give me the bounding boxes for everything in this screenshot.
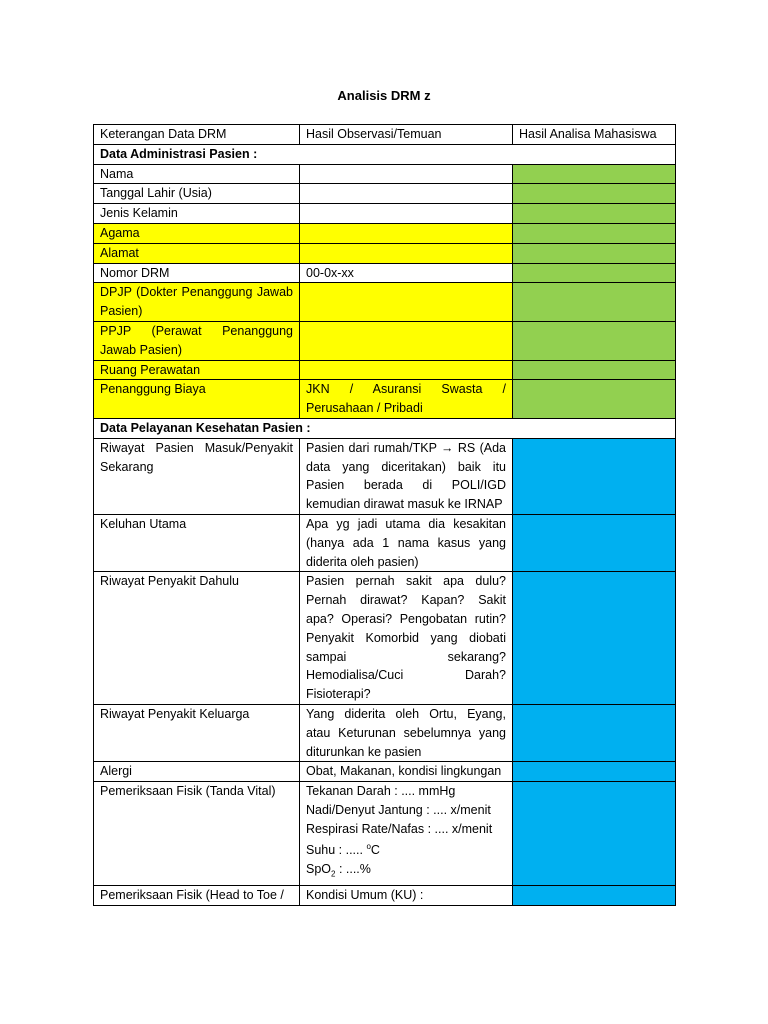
row-label: Riwayat Penyakit Keluarga — [94, 704, 300, 761]
analysis-cell[interactable] — [513, 283, 676, 322]
analysis-cell[interactable] — [513, 572, 676, 705]
header-hasil-analisa: Hasil Analisa Mahasiswa — [513, 125, 676, 145]
document-title: Analisis DRM z — [337, 88, 431, 103]
row-label: Alamat — [94, 243, 300, 263]
table-row — [94, 572, 676, 705]
row-value[interactable] — [300, 223, 513, 243]
row-value[interactable] — [300, 164, 513, 184]
row-label: Tanggal Lahir (Usia) — [94, 184, 300, 204]
row-value[interactable]: Obat, Makanan, kondisi lingkungan — [300, 762, 513, 782]
row-value[interactable] — [300, 184, 513, 204]
section-administrasi-row — [94, 144, 676, 164]
row-label: Riwayat Penyakit Dahulu — [94, 572, 300, 705]
analysis-cell[interactable] — [513, 704, 676, 761]
row-value[interactable]: Pasien pernah sakit apa dulu? Pernah dirawat? Kapan? Sakit apa? Operasi? Pengobatan rutin? Penyakit Komorbid yang diobati sampai sekarang? Hemodialisa/Cuci Darah? Fisioterapi? — [300, 572, 513, 705]
vital-pulse: Nadi/Denyut Jantung : .... x/menit — [306, 802, 491, 817]
analysis-cell[interactable] — [513, 184, 676, 204]
table-row — [94, 204, 676, 224]
header-keterangan: Keterangan Data DRM — [94, 125, 300, 145]
table-row — [94, 223, 676, 243]
table-row — [94, 164, 676, 184]
analysis-cell[interactable] — [513, 885, 676, 905]
table-row-vital — [94, 782, 676, 886]
row-label: Ruang Perawatan — [94, 360, 300, 380]
analysis-cell[interactable] — [513, 321, 676, 360]
table-row — [94, 283, 676, 322]
analysis-cell[interactable] — [513, 762, 676, 782]
analysis-cell[interactable] — [513, 243, 676, 263]
table-row — [94, 514, 676, 571]
analysis-cell[interactable] — [513, 164, 676, 184]
row-label: DPJP (Dokter Penanggung Jawab Pasien) — [94, 283, 300, 322]
vital-respiration: Respirasi Rate/Nafas : .... x/menit — [306, 821, 493, 836]
row-label: Keluhan Utama — [94, 514, 300, 571]
row-value[interactable] — [300, 360, 513, 380]
row-label: PPJP (Perawat Penanggung Jawab Pasien) — [94, 321, 300, 360]
row-label: Nama — [94, 164, 300, 184]
row-value[interactable]: 00-0x-xx — [300, 263, 513, 283]
row-value[interactable]: Kondisi Umum (KU) : — [300, 885, 513, 905]
row-value[interactable]: Apa yg jadi utama dia kesakitan (hanya ada 1 nama kasus yang diderita oleh pasien) — [300, 514, 513, 571]
row-label: Nomor DRM — [94, 263, 300, 283]
row-label: Riwayat Pasien Masuk/Penyakit Sekarang — [94, 438, 300, 514]
vital-temperature: Suhu : ..... $^o$C — [306, 842, 380, 858]
row-value-vital[interactable] — [300, 782, 513, 886]
row-value[interactable] — [300, 321, 513, 360]
section-pelayanan-title: Data Pelayanan Kesehatan Pasien : — [94, 418, 676, 438]
row-label: Agama — [94, 223, 300, 243]
analysis-cell[interactable] — [513, 263, 676, 283]
vital-spo2: SpO$_2$ : ....% — [306, 862, 371, 879]
table-row — [94, 704, 676, 761]
header-hasil-observasi: Hasil Observasi/Temuan — [300, 125, 513, 145]
row-value[interactable]: Pasien dari rumah/TKP → RS (Ada data yang diceritakan) baik itu Pasien berada di POLI/IGD kemudian dirawat masuk ke IRNAP — [300, 438, 513, 514]
table-header-row — [94, 125, 676, 145]
section-pelayanan-row — [94, 418, 676, 438]
row-value[interactable] — [300, 243, 513, 263]
analysis-cell[interactable] — [513, 360, 676, 380]
table-row — [94, 885, 676, 905]
row-label: Jenis Kelamin — [94, 204, 300, 224]
table-row — [94, 438, 676, 514]
row-value[interactable]: Yang diderita oleh Ortu, Eyang, atau Keturunan sebelumnya yang diturunkan ke pasien — [300, 704, 513, 761]
row-value[interactable] — [300, 204, 513, 224]
analysis-cell[interactable] — [513, 223, 676, 243]
analysis-cell[interactable] — [513, 438, 676, 514]
row-label: Pemeriksaan Fisik (Head to Toe / — [94, 885, 300, 905]
section-administrasi-title: Data Administrasi Pasien : — [94, 144, 676, 164]
row-value[interactable]: JKN / Asuransi Swasta / Perusahaan / Pribadi — [300, 380, 513, 419]
analysis-cell[interactable] — [513, 380, 676, 419]
row-value[interactable] — [300, 283, 513, 322]
analysis-cell[interactable] — [513, 782, 676, 886]
vital-blood-pressure: Tekanan Darah : .... mmHg — [306, 784, 456, 799]
table-row — [94, 184, 676, 204]
table-row — [94, 380, 676, 419]
table-row — [94, 243, 676, 263]
table-row — [94, 762, 676, 782]
row-label: Pemeriksaan Fisik (Tanda Vital) — [94, 782, 300, 886]
analysis-cell[interactable] — [513, 514, 676, 571]
table-row — [94, 263, 676, 283]
table-row — [94, 360, 676, 380]
row-label: Alergi — [94, 762, 300, 782]
drm-analysis-table — [93, 124, 676, 906]
table-row — [94, 321, 676, 360]
analysis-cell[interactable] — [513, 204, 676, 224]
row-label: Penanggung Biaya — [94, 380, 300, 419]
